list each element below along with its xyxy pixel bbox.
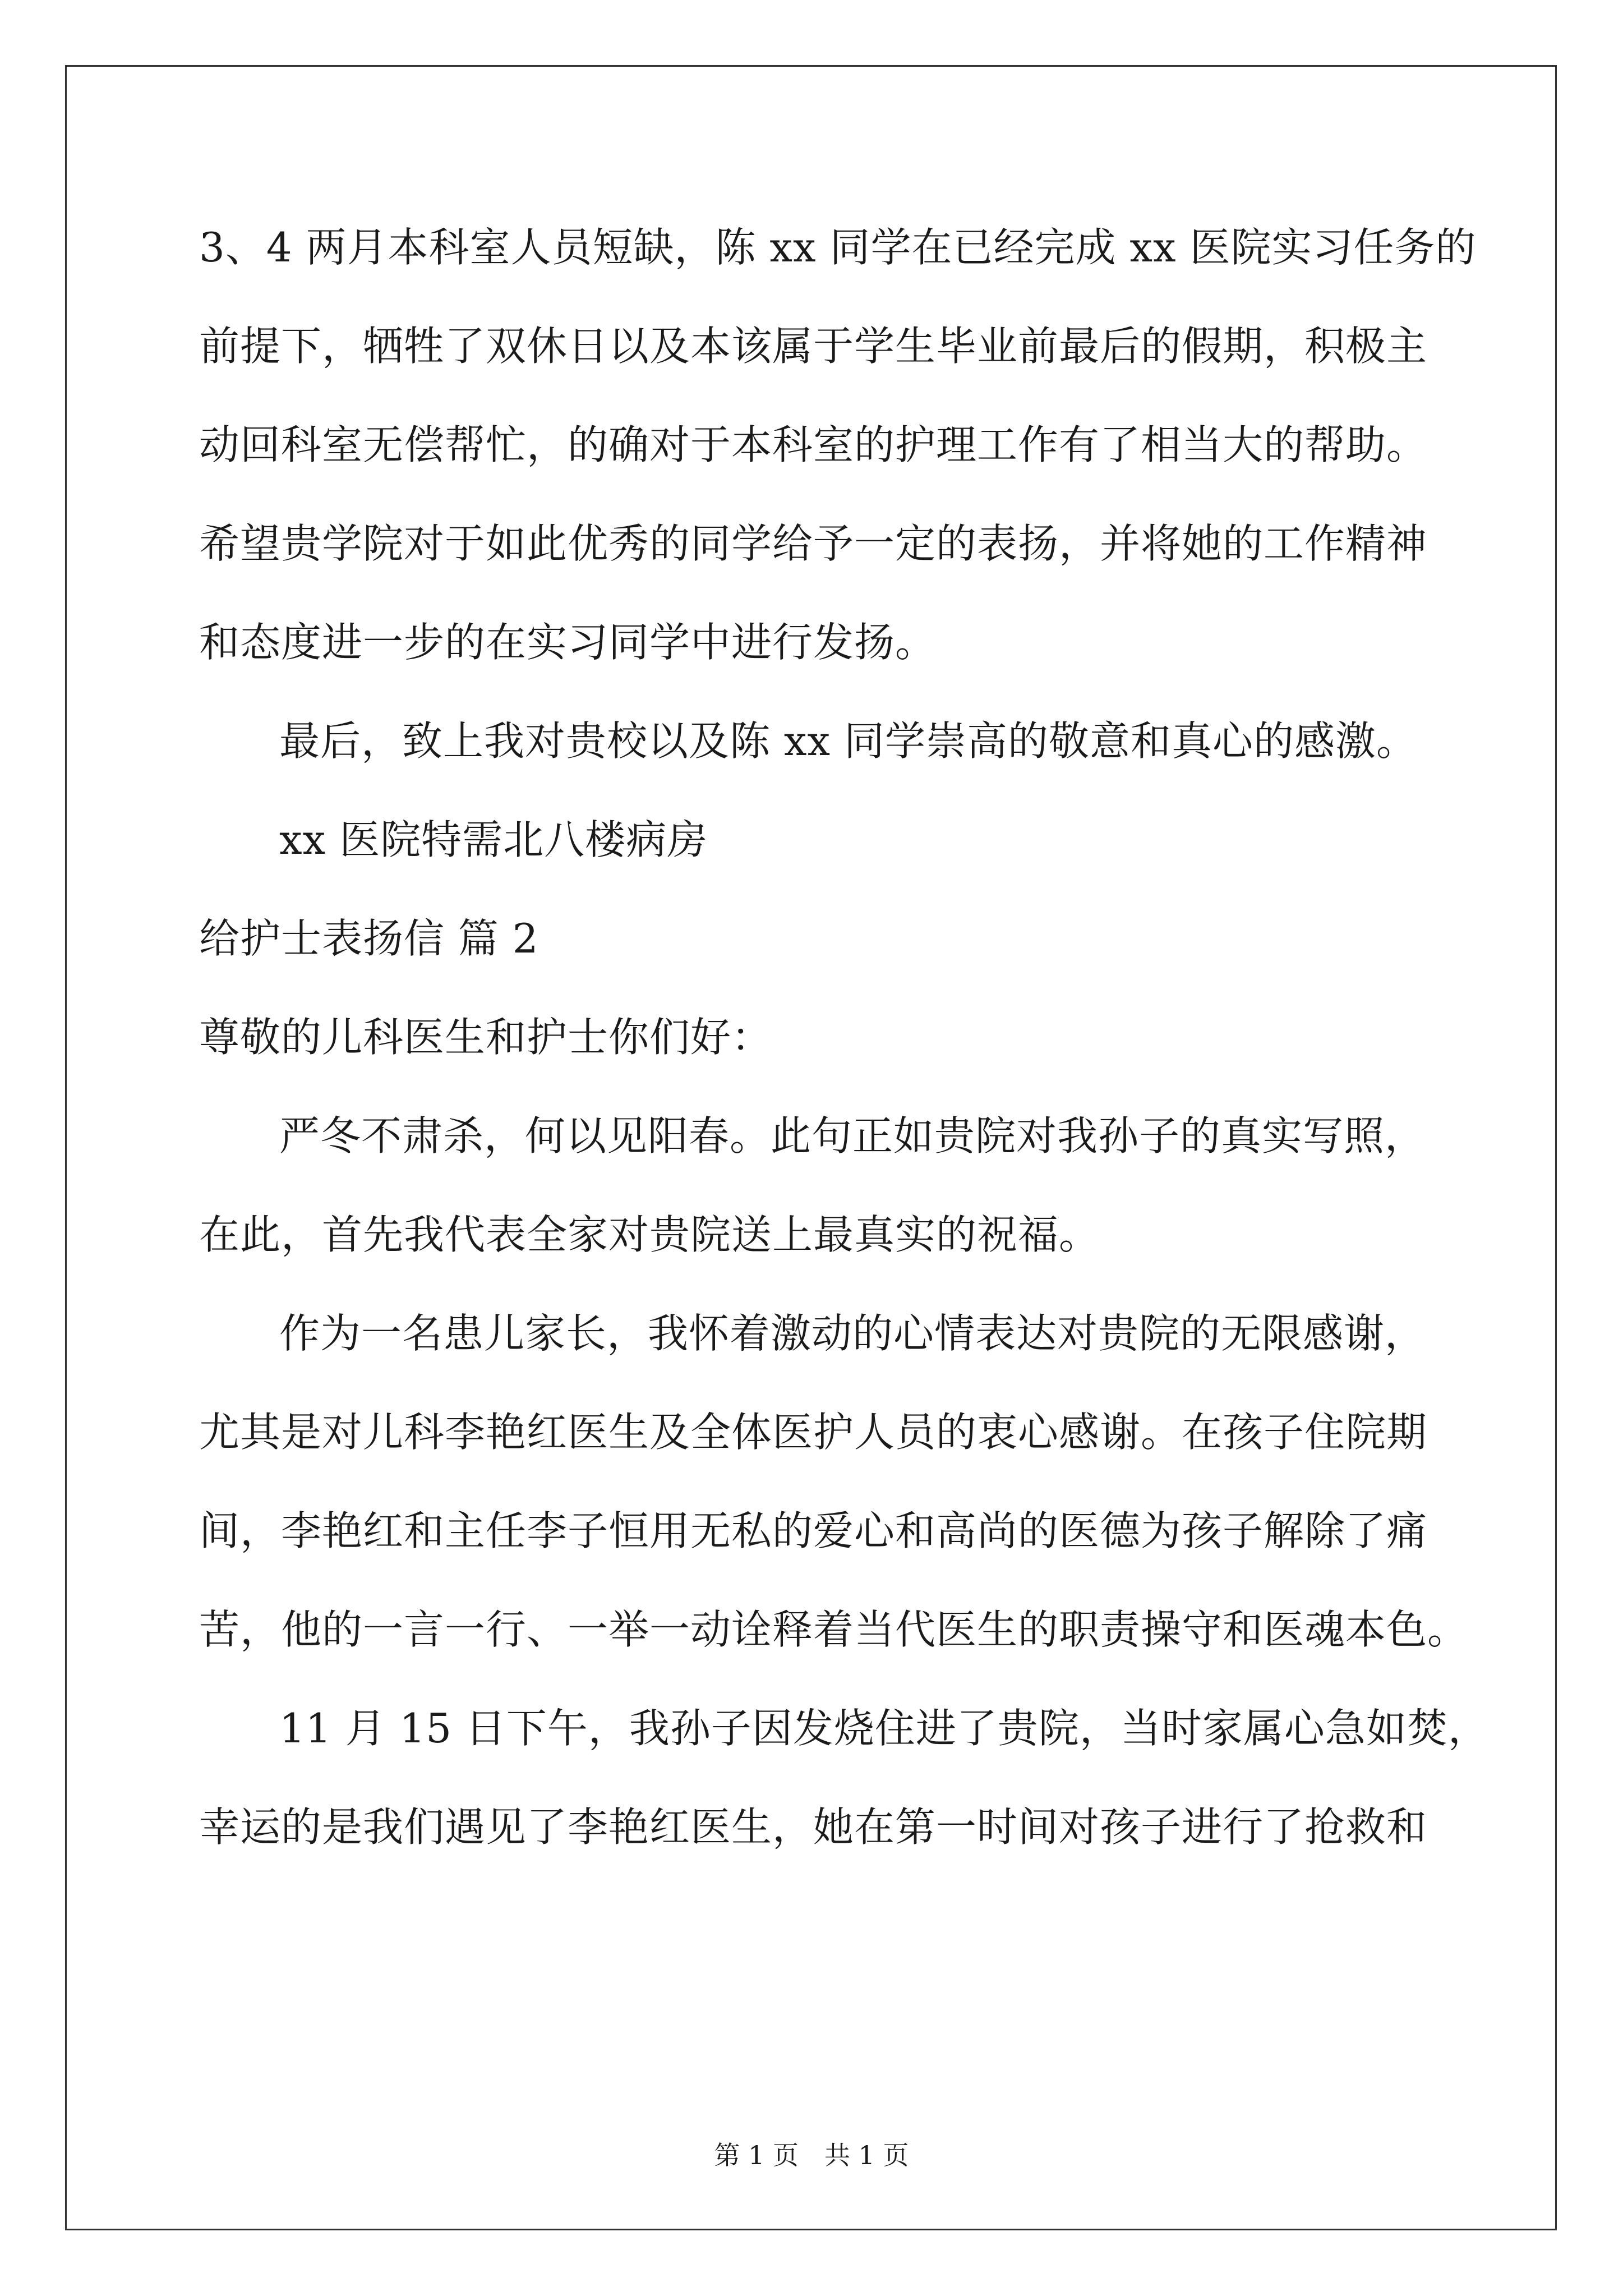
text-line: 3、4 两月本科室人员短缺，陈 xx 同学在已经完成 xx 医院实习任务的 <box>199 224 1477 271</box>
page-footer: 第 1 页 共 1 页 <box>714 2140 909 2170</box>
text-line: 苦，他的一言一行、一举一动诠释着当代医生的职责操守和医魂本色。 <box>199 1606 1469 1653</box>
text-line: 作为一名患儿家长，我怀着激动的心情表达对贵院的无限感谢， <box>279 1310 1426 1357</box>
text-line: 幸运的是我们遇见了李艳红医生，她在第一时间对孩子进行了抢救和 <box>199 1803 1428 1851</box>
text-line: 在此，首先我代表全家对贵院送上最真实的祝福。 <box>199 1211 1100 1258</box>
text-line: 尤其是对儿科李艳红医生及全体医护人员的衷心感谢。在孩子住院期 <box>199 1409 1428 1456</box>
text-line: 前提下，牺牲了双休日以及本该属于学生毕业前最后的假期，积极主 <box>199 323 1428 370</box>
text-line: 动回科室无偿帮忙，的确对于本科室的护理工作有了相当大的帮助。 <box>199 421 1428 468</box>
text-line: 11 月 15 日下午，我孙子因发烧住进了贵院，当时家属心急如焚， <box>279 1705 1489 1752</box>
text-line: 希望贵学院对于如此优秀的同学给予一定的表扬，并将她的工作精神 <box>199 520 1428 567</box>
text-line: 和态度进一步的在实习同学中进行发扬。 <box>199 619 937 666</box>
text-line: 间，李艳红和主任李子恒用无私的爱心和高尚的医德为孩子解除了痛 <box>199 1507 1428 1554</box>
salutation: 尊敬的儿科医生和护士你们好： <box>199 1014 773 1061</box>
signature-line: xx 医院特需北八楼病房 <box>279 816 708 863</box>
document-body <box>199 220 1489 1899</box>
section-heading: 给护士表扬信 篇 2 <box>199 915 539 962</box>
closing-line: 最后，致上我对贵校以及陈 xx 同学崇高的敬意和真心的感激。 <box>279 717 1417 765</box>
text-line: 严冬不肃杀，何以见阳春。此句正如贵院对我孙子的真实写照， <box>279 1112 1426 1159</box>
